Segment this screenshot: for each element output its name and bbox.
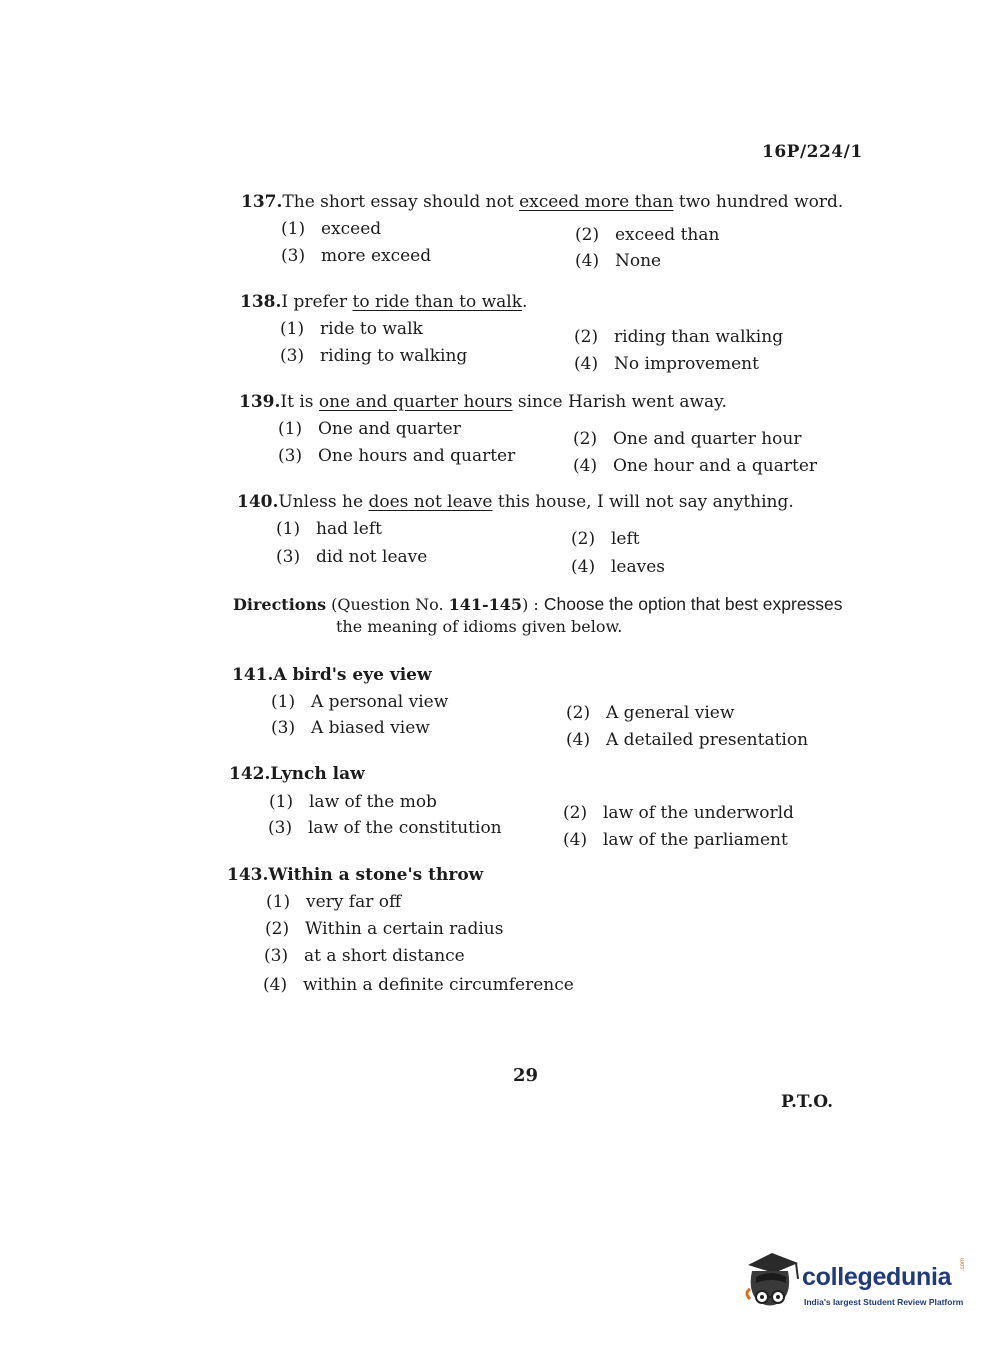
option-text: A general view (606, 703, 735, 723)
question-143 (227, 865, 483, 885)
option-text: riding than walking (614, 327, 784, 347)
option-141-1[interactable] (271, 692, 448, 712)
question-142 (229, 764, 365, 784)
question-number: 139. (239, 392, 281, 412)
option-text: A personal view (311, 692, 449, 712)
directions-range-pre: (Question No. (326, 595, 449, 614)
question-140 (237, 492, 794, 512)
option-141-4[interactable] (566, 730, 808, 750)
option-number: (4) (571, 557, 596, 577)
underlined-phrase: does not leave (368, 492, 493, 512)
option-text: law of the mob (309, 792, 437, 812)
option-number: (1) (281, 219, 306, 239)
question-stem (237, 492, 794, 512)
option-number: (3) (280, 346, 305, 366)
option-text: ride to walk (320, 319, 423, 339)
option-143-2[interactable] (265, 919, 503, 939)
question-number: 137. (241, 192, 283, 212)
option-text: law of the constitution (308, 818, 502, 838)
option-number: (4) (566, 730, 591, 750)
option-text: One hours and quarter (318, 446, 516, 466)
option-142-4[interactable] (563, 830, 788, 850)
paper-code: 16P/224/1 (762, 142, 863, 162)
option-number: (2) (566, 703, 591, 723)
option-140-2[interactable] (571, 529, 640, 549)
option-text: did not leave (316, 547, 428, 567)
option-142-2[interactable] (563, 803, 794, 823)
option-number: (2) (574, 327, 599, 347)
question-139 (239, 392, 727, 412)
option-text: None (615, 251, 662, 271)
option-139-4[interactable] (573, 456, 817, 476)
option-number: (3) (264, 946, 289, 966)
option-143-3[interactable] (264, 946, 465, 966)
option-137-1[interactable] (281, 219, 381, 239)
option-text: very far off (306, 892, 402, 912)
option-number: (4) (573, 456, 598, 476)
stem-text: Unless he (278, 492, 369, 512)
pto-label: P.T.O. (781, 1092, 833, 1112)
option-number: (3) (281, 246, 306, 266)
idiom-text: A bird's eye view (273, 665, 432, 685)
option-137-3[interactable] (281, 246, 431, 266)
option-text: more exceed (321, 246, 432, 266)
stem-text: It is (280, 392, 319, 412)
brand-name: collegedunia (802, 1263, 952, 1291)
question-number: 142. (229, 764, 271, 784)
idiom-title (227, 865, 483, 885)
option-text: law of the underworld (603, 803, 794, 823)
idiom-title (232, 665, 432, 685)
question-number: 143. (227, 865, 269, 885)
question-137 (241, 192, 843, 212)
question-number: 141. (232, 665, 274, 685)
option-138-3[interactable] (280, 346, 467, 366)
option-number: (3) (271, 718, 296, 738)
option-text: Within a certain radius (305, 919, 504, 939)
option-142-3[interactable] (268, 818, 502, 838)
option-140-1[interactable] (276, 519, 382, 539)
option-number: (4) (574, 354, 599, 374)
option-number: (4) (575, 251, 600, 271)
question-stem (239, 392, 727, 412)
option-138-1[interactable] (280, 319, 423, 339)
option-number: (1) (276, 519, 301, 539)
directions-text: Choose the option that best expresses (543, 594, 843, 614)
option-text: riding to walking (320, 346, 468, 366)
option-text: left (611, 529, 640, 549)
option-139-3[interactable] (278, 446, 515, 466)
option-number: (3) (268, 818, 293, 838)
stem-text: I prefer (281, 292, 353, 312)
option-number: (1) (271, 692, 296, 712)
option-number: (1) (278, 419, 303, 439)
option-140-4[interactable] (571, 557, 665, 577)
stem-text: since Harish went away. (512, 392, 727, 412)
idiom-title (229, 764, 365, 784)
option-number: (4) (563, 830, 588, 850)
option-text: law of the parliament (603, 830, 788, 850)
collegedunia-logo (742, 1249, 972, 1319)
question-stem (240, 292, 527, 312)
option-text: One and quarter hour (613, 429, 802, 449)
question-number: 138. (240, 292, 282, 312)
brand-tagline: India's largest Student Review Platform (804, 1297, 964, 1307)
page-number: 29 (513, 1065, 539, 1086)
option-number: (2) (575, 225, 600, 245)
question-141 (232, 665, 432, 685)
option-number: (1) (280, 319, 305, 339)
option-138-2[interactable] (574, 327, 783, 347)
option-text: One and quarter (318, 419, 461, 439)
question-number: 140. (237, 492, 279, 512)
option-number: (1) (266, 892, 291, 912)
stem-text: The short essay should not (282, 192, 520, 212)
question-stem (241, 192, 843, 212)
option-138-4[interactable] (574, 354, 759, 374)
option-143-1[interactable] (266, 892, 401, 912)
stem-text: . (522, 292, 528, 312)
directions-range: 141-145 (448, 595, 523, 614)
option-number: (2) (571, 529, 596, 549)
question-138 (240, 292, 527, 312)
underlined-phrase: one and quarter hours (318, 392, 513, 412)
directions-block (233, 594, 873, 636)
option-text: had left (316, 519, 382, 539)
option-text: One hour and a quarter (613, 456, 818, 476)
option-142-1[interactable] (269, 792, 437, 812)
option-number: (2) (573, 429, 598, 449)
option-number: (2) (265, 919, 290, 939)
option-143-4[interactable] (263, 975, 574, 995)
mascot-icon (742, 1249, 802, 1319)
directions-label: Directions (233, 595, 327, 614)
option-number: (4) (263, 975, 288, 995)
option-139-1[interactable] (278, 419, 461, 439)
option-137-4[interactable] (575, 251, 661, 271)
option-text: No improvement (614, 354, 759, 374)
option-text: at a short distance (304, 946, 465, 966)
option-137-2[interactable] (575, 225, 719, 245)
option-text: A biased view (311, 718, 430, 738)
underlined-phrase: to ride than to walk (352, 292, 523, 312)
directions-range-post: ) : (522, 595, 544, 614)
option-text: leaves (611, 557, 666, 577)
option-139-2[interactable] (573, 429, 802, 449)
option-141-3[interactable] (271, 718, 430, 738)
option-text: within a definite circumference (303, 975, 574, 995)
idiom-text: Lynch law (270, 764, 365, 784)
option-text: exceed (321, 219, 382, 239)
option-number: (3) (276, 547, 301, 567)
option-140-3[interactable] (276, 547, 427, 567)
option-number: (1) (269, 792, 294, 812)
brand-domain: .com (960, 1257, 966, 1271)
option-number: (2) (563, 803, 588, 823)
underlined-phrase: exceed more than (519, 192, 674, 212)
option-text: exceed than (615, 225, 720, 245)
option-141-2[interactable] (566, 703, 734, 723)
option-text: A detailed presentation (606, 730, 809, 750)
directions-text-line2: the meaning of idioms given below. (336, 617, 623, 636)
option-number: (3) (278, 446, 303, 466)
stem-text: two hundred word. (673, 192, 844, 212)
stem-text: this house, I will not say anything. (492, 492, 794, 512)
idiom-text: Within a stone's throw (268, 865, 484, 885)
